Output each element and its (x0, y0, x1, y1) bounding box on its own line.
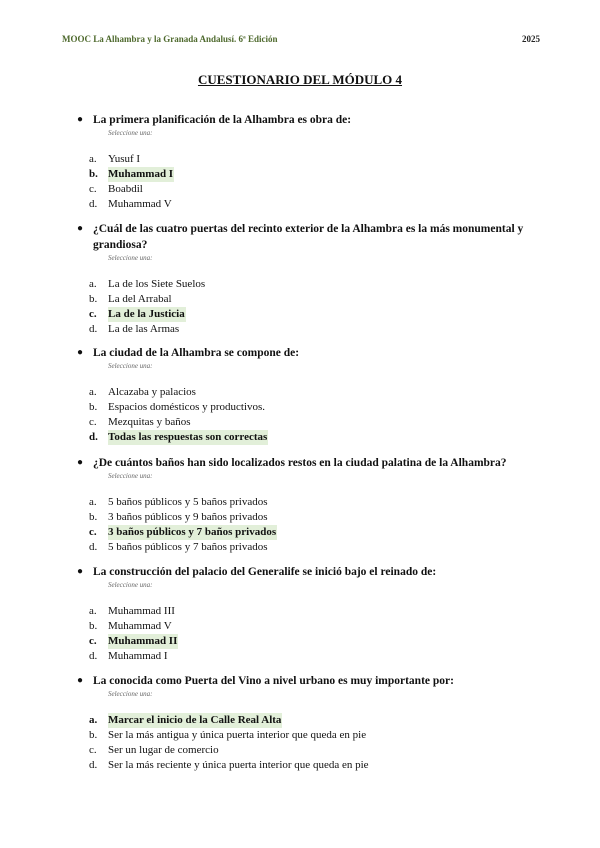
option-text: 3 baños públicos y 7 baños privados (108, 526, 277, 538)
question-header (77, 673, 532, 689)
option-text: Todas las respuestas son correctas (108, 431, 268, 443)
answer-option-correct (89, 430, 532, 445)
option-letter: a. (89, 153, 97, 165)
option-text: Muhammad V (108, 620, 172, 632)
answer-option-correct (89, 167, 532, 182)
option-letter: c. (89, 744, 97, 756)
answer-option (89, 758, 532, 773)
question-text: La primera planificación de la Alhambra es obra de: (93, 114, 352, 126)
option-letter: b. (89, 293, 98, 305)
option-text: Mezquitas y baños (108, 416, 191, 428)
option-text: La del Arrabal (108, 293, 172, 305)
option-text: Ser un lugar de comercio (108, 744, 219, 756)
select-hint: Seleccione una: (108, 581, 153, 589)
bullet-icon: ● (77, 347, 84, 358)
option-letter: a. (89, 496, 97, 508)
option-text: Muhammad III (108, 605, 175, 617)
question-block (77, 221, 532, 337)
option-letter: d. (89, 431, 98, 443)
bullet-icon: ● (77, 457, 84, 468)
answer-option-correct (89, 307, 532, 322)
answer-options (89, 604, 532, 664)
option-text: Muhammad I (108, 168, 174, 180)
option-letter: a. (89, 386, 97, 398)
select-hint: Seleccione una: (108, 362, 153, 370)
option-letter: c. (89, 635, 97, 647)
select-hint: Seleccione una: (108, 129, 153, 137)
select-hint: Seleccione una: (108, 690, 153, 698)
option-letter: b. (89, 511, 98, 523)
answer-option (89, 649, 532, 664)
answer-option (89, 322, 532, 337)
option-text: Muhammad V (108, 198, 172, 210)
answer-option (89, 292, 532, 307)
answer-options (89, 277, 532, 337)
answer-option (89, 415, 532, 430)
option-letter: c. (89, 308, 97, 320)
question-header (77, 112, 532, 128)
option-text: Muhammad I (108, 650, 168, 662)
answer-option (89, 743, 532, 758)
answer-option-correct (89, 634, 532, 649)
answer-option (89, 197, 532, 212)
question-text: La conocida como Puerta del Vino a nivel urbano es muy importante por: (93, 675, 454, 687)
bullet-icon: ● (77, 114, 84, 125)
bullet-icon: ● (77, 223, 84, 234)
select-hint: Seleccione una: (108, 254, 153, 262)
question-header (77, 455, 532, 471)
option-text: La de la Justicia (108, 308, 185, 320)
option-text: Yusuf I (108, 153, 141, 165)
option-text: Ser la más antigua y única puerta interior que queda en pie (108, 729, 367, 741)
answer-option (89, 277, 532, 292)
option-text: Muhammad II (108, 635, 178, 647)
answer-options (89, 495, 532, 555)
question-block (77, 455, 532, 555)
answer-option (89, 604, 532, 619)
option-text: Ser la más reciente y única puerta interior que queda en pie (108, 759, 369, 771)
option-text: 3 baños públicos y 9 baños privados (108, 511, 268, 523)
option-text: Marcar el inicio de la Calle Real Alta (108, 714, 282, 726)
question-header (77, 345, 532, 361)
answer-options (89, 152, 532, 212)
option-letter: b. (89, 401, 98, 413)
page-header (62, 34, 540, 44)
option-letter: c. (89, 416, 97, 428)
answer-option (89, 510, 532, 525)
option-letter: c. (89, 526, 97, 538)
answer-option-correct (89, 713, 532, 728)
option-letter: a. (89, 714, 98, 726)
answer-option (89, 619, 532, 634)
option-text: Alcazaba y palacios (108, 386, 196, 398)
option-letter: d. (89, 541, 98, 553)
question-block (77, 564, 532, 664)
option-letter: c. (89, 183, 97, 195)
answer-option (89, 728, 532, 743)
option-letter: d. (89, 323, 98, 335)
answer-option (89, 400, 532, 415)
answer-option (89, 182, 532, 197)
option-text: 5 baños públicos y 7 baños privados (108, 541, 268, 553)
question-text: ¿Cuál de las cuatro puertas del recinto exterior de la Alhambra es la más monumental y grandiosa? (93, 223, 524, 251)
question-text: ¿De cuántos baños han sido localizados restos en la ciudad palatina de la Alhambra? (93, 457, 507, 469)
select-hint: Seleccione una: (108, 472, 153, 480)
bullet-icon: ● (77, 566, 84, 577)
option-text: Espacios domésticos y productivos. (108, 401, 266, 413)
option-letter: a. (89, 605, 97, 617)
question-text: La ciudad de la Alhambra se compone de: (93, 347, 300, 359)
option-text: La de las Armas (108, 323, 180, 335)
question-block (77, 345, 532, 445)
answer-option (89, 540, 532, 555)
question-block (77, 673, 532, 773)
answer-options (89, 713, 532, 773)
bullet-icon: ● (77, 675, 84, 686)
answer-options (89, 385, 532, 445)
option-letter: b. (89, 620, 98, 632)
option-letter: d. (89, 759, 98, 771)
answer-option (89, 152, 532, 167)
answer-option (89, 495, 532, 510)
option-letter: b. (89, 729, 98, 741)
option-letter: b. (89, 168, 98, 180)
page-title: CUESTIONARIO DEL MÓDULO 4 (197, 72, 403, 87)
answer-option-correct (89, 525, 532, 540)
header-year: 2025 (522, 34, 540, 44)
option-text: Boabdil (108, 183, 143, 195)
answer-option (89, 385, 532, 400)
course-title: MOOC La Alhambra y la Granada Andalusí. 6ª Edición (62, 34, 278, 44)
option-text: La de los Siete Suelos (108, 278, 206, 290)
question-header (77, 221, 532, 253)
option-letter: a. (89, 278, 97, 290)
question-header (77, 564, 532, 580)
question-block (77, 112, 532, 212)
option-text: 5 baños públicos y 5 baños privados (108, 496, 268, 508)
option-letter: d. (89, 650, 98, 662)
option-letter: d. (89, 198, 98, 210)
question-text: La construcción del palacio del Generalife se inició bajo el reinado de: (93, 566, 437, 578)
